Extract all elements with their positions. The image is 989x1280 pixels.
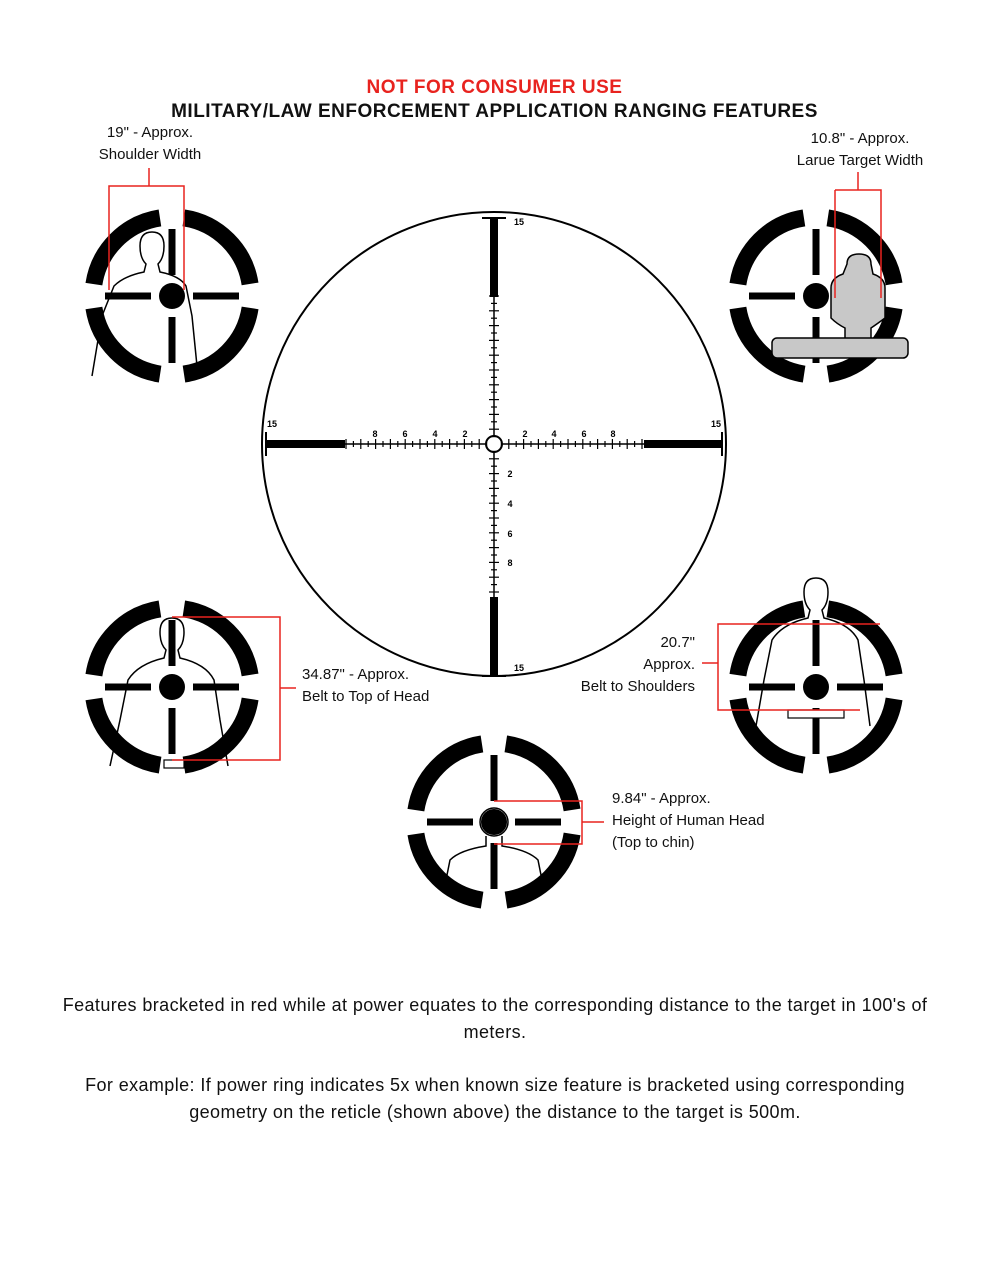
top-post: [490, 219, 498, 297]
note-paragraph-2: For example: If power ring indicates 5x when known size feature is bracketed using corresponding geometry on the reticle (shown above) the distance to the target is 500m.: [85, 1075, 905, 1122]
h-label: 2: [462, 429, 468, 439]
h-label: 8: [372, 429, 378, 439]
scope-head-height: [415, 743, 604, 901]
v-label: 6: [507, 529, 513, 539]
head-height-callout: 9.84" - Approx. Height of Human Head (Top to chin): [612, 790, 765, 851]
h-label: 6: [402, 429, 408, 439]
belt-to-shoulders-callout: 20.7" Approx. Belt to Shoulders: [580, 634, 695, 695]
scope-shoulder-width: [92, 168, 251, 376]
shoulder-width-callout: 19" - Approx. Shoulder Width: [98, 124, 202, 163]
target-stand: [772, 338, 908, 358]
left-15-label: 15: [266, 419, 278, 429]
top-15-label: 15: [513, 217, 525, 227]
v-label: 4: [507, 499, 513, 509]
scope-belt-to-shoulders: [702, 578, 895, 766]
reticle-center: [486, 436, 502, 452]
main-reticle: [262, 212, 726, 676]
h-label: 8: [610, 429, 616, 439]
v-label: 2: [507, 469, 513, 479]
warning-heading: NOT FOR CONSUMER USE: [366, 77, 623, 98]
h-label: 6: [581, 429, 587, 439]
right-post: [644, 440, 722, 448]
bottom-post: [490, 597, 498, 675]
target-width-callout: 10.8" - Approx. Larue Target Width: [796, 130, 924, 169]
bottom-15-label: 15: [513, 663, 525, 673]
page-title: MILITARY/LAW ENFORCEMENT APPLICATION RANGING FEATURES: [171, 101, 818, 122]
h-label: 4: [432, 429, 438, 439]
note-paragraph-1: Features bracketed in red while at power equates to the corresponding distance to the target in 100's of meters.: [62, 995, 928, 1042]
v-label: 8: [507, 558, 513, 568]
left-post: [267, 440, 345, 448]
h-label: 4: [551, 429, 557, 439]
scope-belt-to-head: [93, 608, 296, 768]
belt-buckle: [164, 760, 184, 768]
right-15-label: 15: [710, 419, 722, 429]
scope-larue-target: [737, 172, 908, 375]
h-label: 2: [522, 429, 528, 439]
belt-to-head-callout: 34.87" - Approx. Belt to Top of Head: [302, 666, 430, 705]
belt-buckle: [788, 710, 844, 718]
